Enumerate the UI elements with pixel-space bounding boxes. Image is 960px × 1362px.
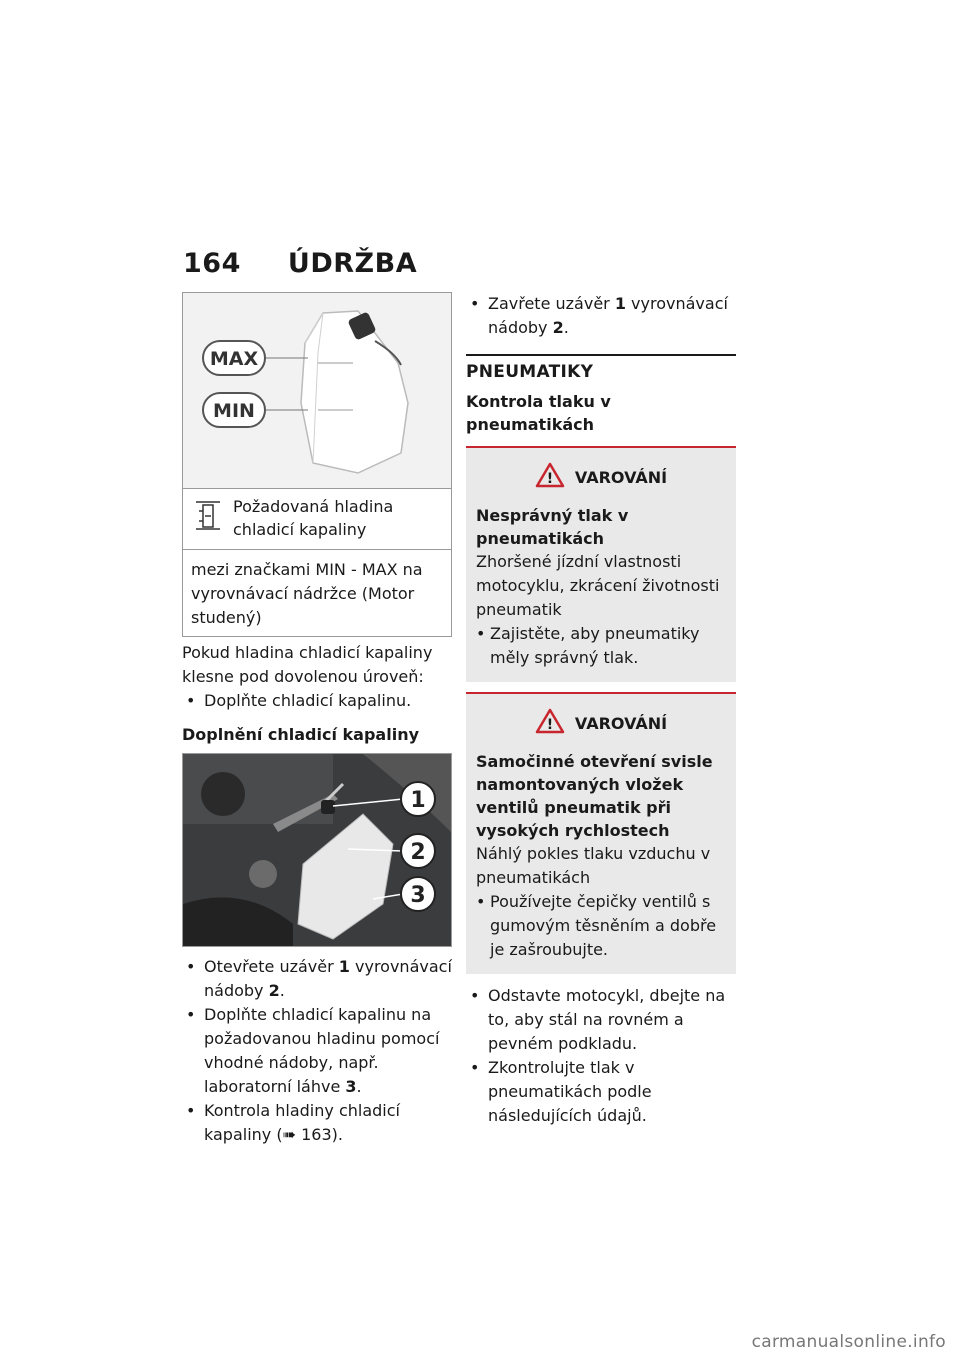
callout-3: 3: [410, 883, 426, 908]
warning-bullet-1: • Zajistěte, aby pneumatiky měly správný tlak.: [476, 622, 726, 670]
warning-header-2: [476, 708, 726, 738]
chapter-title: ÚDRŽBA: [287, 248, 418, 279]
intro-text: Pokud hladina chladicí kapaliny klesne pod dovolenou úroveň:: [182, 643, 433, 686]
step-refill: [182, 1003, 452, 1099]
step2-text-b: .: [356, 1077, 362, 1096]
coolant-level-icon: [195, 499, 221, 537]
close-text-b: vyrovnávací nádoby: [488, 294, 728, 337]
warning-text-2: Náhlý pokles tlaku vzduchu v pneumatikách: [476, 844, 711, 887]
reservoir-illustration: [183, 293, 452, 488]
left-column: [182, 292, 452, 1147]
warning-header-1: [476, 462, 726, 492]
warning-label-1: VAROVÁNÍ: [574, 467, 668, 487]
step2-text-a: Doplňte chladicí kapalinu na požadovanou hladinu pomocí vhodné nádoby, např. laboratorní láhve: [204, 1005, 440, 1096]
close-text-a: Zavřete uzávěr: [488, 294, 615, 313]
close-text-c: .: [563, 318, 569, 337]
min-mark-label: MIN: [213, 400, 255, 422]
step-close-cap: [466, 292, 736, 340]
refill-illustration: [183, 754, 452, 946]
warning-box-2: [466, 692, 736, 974]
warning-triangle-icon: [535, 462, 565, 492]
svg-text:!: !: [546, 471, 554, 487]
refill-photo: [182, 753, 452, 947]
warning-box-1: [466, 446, 736, 682]
spec-label-row: [182, 489, 452, 550]
step-park: • Odstavte motocykl, dbejte na to, aby stál na rovném a pevném podkladu.: [466, 984, 736, 1056]
coolant-reservoir-figure: [182, 292, 452, 489]
page-reference-link[interactable]: 163: [301, 1125, 332, 1144]
warning-title-1: Nesprávný tlak v pneumatikách: [476, 506, 629, 548]
page-number: 164: [183, 248, 241, 279]
step-open-cap: [182, 955, 452, 1003]
step-check-level: [182, 1099, 452, 1147]
close-ref-2: 2: [552, 318, 564, 337]
step1-text-c: .: [279, 981, 285, 1000]
callout-2: 2: [410, 840, 426, 865]
warning-title-2: Samočinné otevření svisle namontovaných vložek ventilů pneumatik při vysokých rychlostech: [476, 752, 713, 840]
step2-ref-3: 3: [345, 1077, 357, 1096]
warning-label-2: VAROVÁNÍ: [574, 713, 668, 733]
spec-value: mezi značkami MIN - MAX na vyrovnávací nádržce (Motor studený): [182, 550, 452, 637]
subsection-title: Kontrola tlaku v pneumatikách: [466, 392, 611, 434]
step-check-pressure: • Zkontrolujte tlak v pneumatikách podle následujících údajů.: [466, 1056, 736, 1128]
max-mark-label: MAX: [209, 348, 259, 370]
warning-text-1: Zhoršené jízdní vlastnosti motocyklu, zkrácení životnosti pneumatik: [476, 552, 720, 619]
section-title: PNEUMATIKY: [466, 354, 736, 382]
warning-bullet-2: • Používejte čepičky ventilů s gumovým těsněním a dobře je zašroubujte.: [476, 890, 726, 962]
step3-text-a: Kontrola hladiny chladicí kapaliny (: [204, 1101, 400, 1144]
arrow-reference-icon: ➠: [282, 1125, 302, 1144]
page-header: [183, 248, 417, 279]
warning-triangle-icon: [535, 708, 565, 738]
callout-1: 1: [410, 788, 426, 813]
svg-text:!: !: [546, 717, 554, 733]
bullet-refill: • Doplňte chladicí kapalinu.: [182, 689, 452, 713]
step1-text-b: vyrovnávací nádoby: [204, 957, 452, 1000]
step1-ref-1: 1: [338, 957, 350, 976]
step3-text-b: ).: [331, 1125, 343, 1144]
close-ref-1: 1: [614, 294, 626, 313]
subheading-refill: Doplnění chladicí kapaliny: [182, 725, 420, 744]
right-column: [466, 292, 736, 1128]
step1-text-a: Otevřete uzávěr: [204, 957, 339, 976]
step1-ref-2: 2: [268, 981, 280, 1000]
watermark: carmanualsonline.info: [751, 1332, 946, 1352]
spec-label: Požadovaná hladina chladicí kapaliny: [233, 497, 394, 539]
